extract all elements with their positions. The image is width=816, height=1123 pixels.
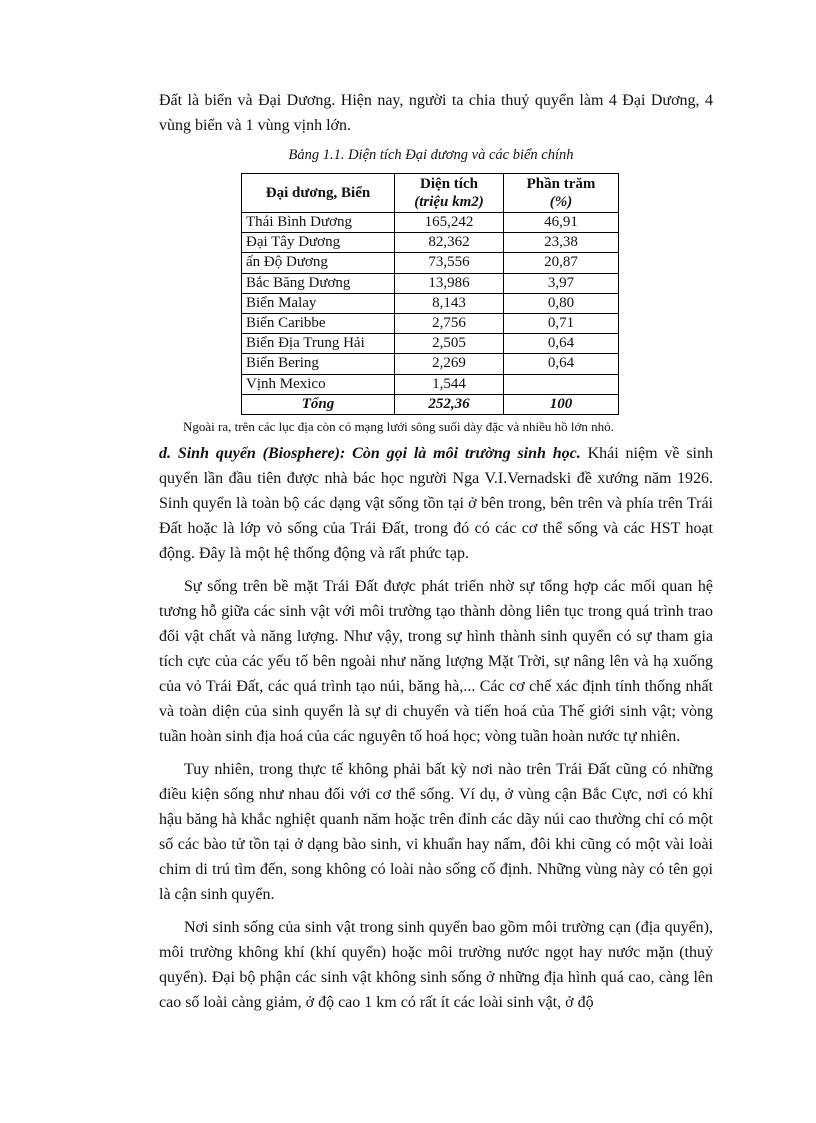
header-area — [395, 174, 504, 213]
cell-area: 2,505 — [395, 334, 504, 354]
table-row — [242, 213, 619, 233]
table-row — [242, 293, 619, 313]
paragraph-1: Sự sống trên bề mặt Trái Đất được phát triển nhờ sự tổng hợp các mối quan hệ tương hỗ giữa các sinh vật với môi trường tạo thành dòng liên tục trong quá trình trao đổi vật chất và năng lượng. Như vậy, trong sự hình thành sinh quyển có sự tham gia tích cực của các yếu tố bên ngoài như năng lượng Mặt Trời, sự nâng lên và hạ xuống của vỏ Trái Đất, các quá trình tạo núi, băng hà,... Các cơ chế xác định tính thống nhất và toàn diện của sinh quyển là sự di chuyển và tiến hoá của Thế giới sinh vật; vòng tuần hoàn sinh địa hoá của các nguyên tố hoá học; vòng tuần hoàn nước tự nhiên. — [159, 578, 713, 746]
table-row — [242, 233, 619, 253]
table-row — [242, 273, 619, 293]
table-row — [242, 314, 619, 334]
cell-name: Thái Bình Dương — [242, 213, 395, 233]
cell-percent: 3,97 — [504, 273, 619, 293]
cell-percent: 0,64 — [504, 354, 619, 374]
section-d-body: Khái niệm về sinh quyển lần đầu tiên được nhà bác học người Nga V.I.Vernadski đề xướng năm 1926. Sinh quyển là toàn bộ các dạng vật sống tồn tại ở bên trong, bên trên và phía trên Trái Đất hoặc là lớp vỏ sống của Trái Đất, trong đó có các cơ thể sống và các HST hoạt động. Đây là một hệ thống động và rất phức tạp. — [159, 445, 713, 563]
table-row — [242, 334, 619, 354]
cell-percent: 20,87 — [504, 253, 619, 273]
cell-percent: 0,64 — [504, 334, 619, 354]
paragraph-3: Nơi sinh sống của sinh vật trong sinh quyển bao gồm môi trường cạn (địa quyển), môi trường không khí (khí quyển) hoặc môi trường nước ngọt hay nước mặn (thuỷ quyển). Đại bộ phận các sinh vật không sinh sống ở những địa hình quá cao, càng lên cao số loài càng giảm, ở độ cao 1 km có rất ít các loài sinh vật, ở độ — [159, 919, 713, 1012]
cell-area: 1,544 — [395, 374, 504, 394]
cell-name: Bắc Băng Dương — [242, 273, 395, 293]
intro-paragraph: Đất là biển và Đại Dương. Hiện nay, người ta chia thuỷ quyển làm 4 Đại Dương, 4 vùng biển và 1 vùng vịnh lớn. — [159, 92, 713, 134]
cell-area: 165,242 — [395, 213, 504, 233]
table-note: Ngoài ra, trên các lục địa còn có mạng lưới sông suối dày đặc và nhiều hồ lớn nhỏ. — [183, 419, 614, 435]
header-area-unit: (triệu km2) — [414, 194, 484, 210]
total-name: Tổng — [242, 394, 395, 414]
cell-area: 2,269 — [395, 354, 504, 374]
header-percent — [504, 174, 619, 213]
cell-percent: 23,38 — [504, 233, 619, 253]
document-page — [159, 88, 713, 1015]
table-row — [242, 354, 619, 374]
cell-area: 2,756 — [395, 314, 504, 334]
cell-area: 13,986 — [395, 273, 504, 293]
table-header-row — [242, 174, 619, 213]
table-body — [242, 213, 619, 415]
cell-area: 82,362 — [395, 233, 504, 253]
header-percent-unit: (%) — [549, 194, 573, 210]
table-caption: Bảng 1.1. Diện tích Đại dương và các biển chính — [288, 147, 574, 163]
total-area: 252,36 — [395, 394, 504, 414]
cell-name: Biển Caribbe — [242, 314, 395, 334]
cell-percent: 46,91 — [504, 213, 619, 233]
cell-name: ấn Độ Dương — [242, 253, 395, 273]
section-d-heading: d. Sinh quyển (Biosphere): Còn gọi là môi trường sinh học. — [159, 445, 581, 463]
header-area-label: Diện tích — [420, 176, 478, 192]
cell-name: Biển Malay — [242, 293, 395, 313]
table-row — [242, 253, 619, 273]
table-row — [242, 374, 619, 394]
header-name: Đại dương, Biển — [242, 174, 395, 213]
total-percent: 100 — [504, 394, 619, 414]
cell-name: Biển Bering — [242, 354, 395, 374]
cell-area: 73,556 — [395, 253, 504, 273]
cell-name: Đại Tây Dương — [242, 233, 395, 253]
cell-area: 8,143 — [395, 293, 504, 313]
cell-name: Vịnh Mexico — [242, 374, 395, 394]
ocean-area-table — [241, 173, 619, 415]
cell-percent — [504, 374, 619, 394]
cell-percent: 0,80 — [504, 293, 619, 313]
cell-name: Biển Địa Trung Hải — [242, 334, 395, 354]
section-d-paragraph — [159, 441, 713, 566]
paragraph-2: Tuy nhiên, trong thực tế không phải bất kỳ nơi nào trên Trái Đất cũng có những điều kiện sống như nhau đối với cơ thể sống. Ví dụ, ở vùng cận Bắc Cực, nơi có khí hậu băng hà khắc nghiệt quanh năm hoặc trên đỉnh các dãy núi cao thường chỉ có một số các bào tử tồn tại ở dạng bào sinh, vi khuẩn hay nấm, đôi khi cũng có một vài loài chim di trú tìm đến, song không có loài nào sống cố định. Những vùng này có tên gọi là cận sinh quyển. — [159, 761, 713, 904]
table-total-row — [242, 394, 619, 414]
header-percent-label: Phần trăm — [526, 176, 596, 192]
cell-percent: 0,71 — [504, 314, 619, 334]
